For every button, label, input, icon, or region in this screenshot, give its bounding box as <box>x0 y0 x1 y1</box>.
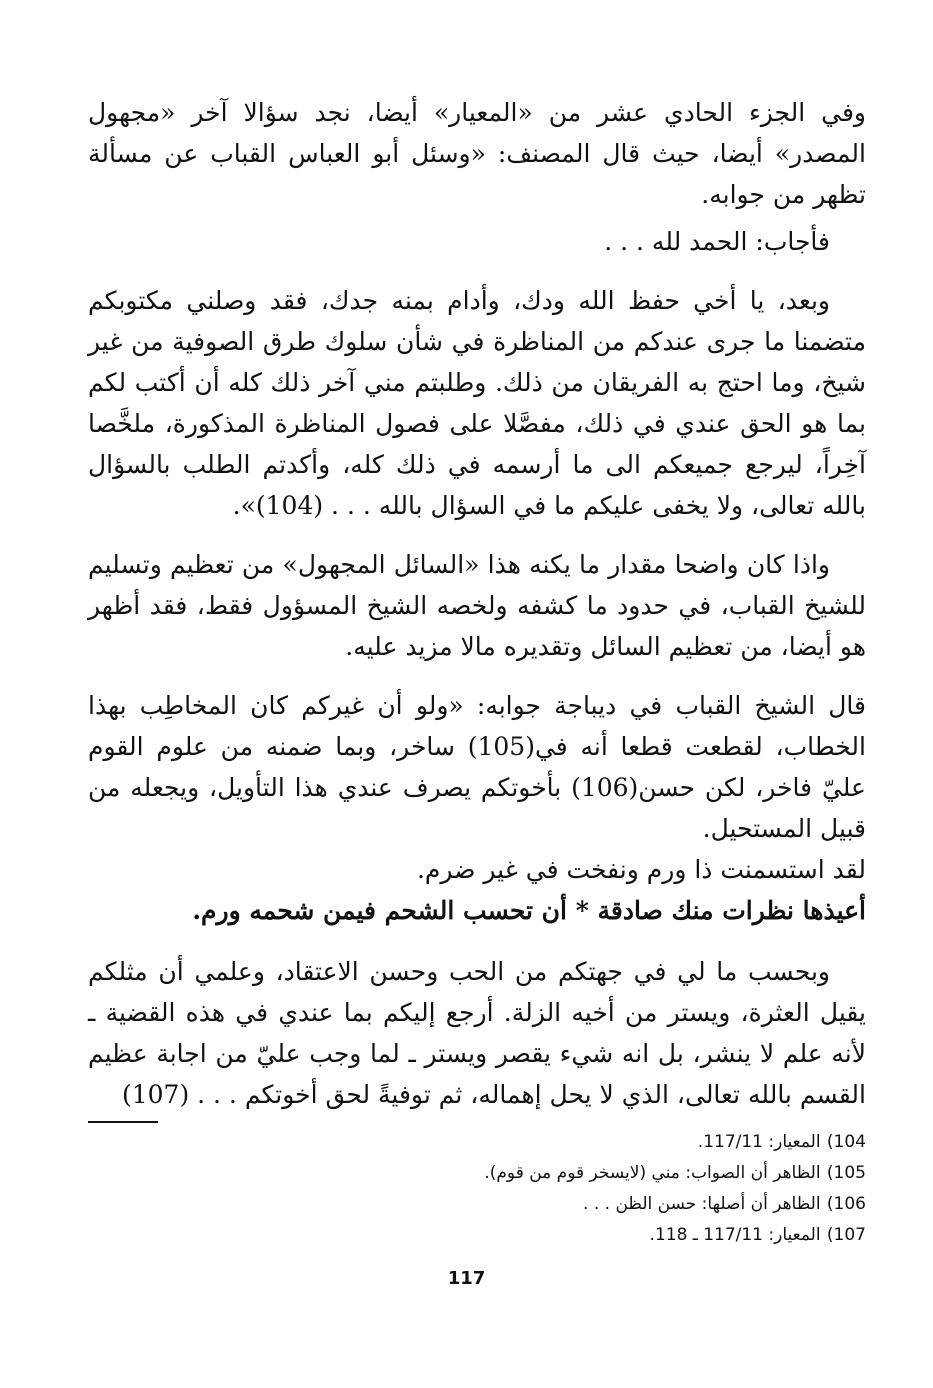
paragraph-qabbab-preface: قال الشيخ القباب في ديباجة جوابه: «ولو أن غيركم كان المخاطِب بهذا الخطاب، لقطعت قطعا أنه في(105) ساخر، وبما ضمنه من علوم القوم عليّ فاخر، لكن حسن(106) بأخوتكم يصرف عندي هذا التأويل، ويجعله من قبيل المستحيل. <box>88 691 866 843</box>
paragraph-commentary: واذا كان واضحا مقدار ما يكنه هذا «السائل المجهول» من تعظيم وتسليم للشيخ القباب، في حدود ما كشفه ولخصه الشيخ المسؤول فقط، فقد أظهر هو أيضا، من تعظيم السائل وتقديره مالا مزيد عليه. <box>88 550 866 661</box>
footnote-text: الظاهر أن أصلها: حسن الظن . . . <box>583 1194 821 1214</box>
footnote-text: المعيار: 117/11 ـ 118. <box>649 1225 821 1245</box>
poetry-verse: أعيذها نظرات منك صادقة * أن تحسب الشحم فيمن شحمه ورم. <box>192 896 866 925</box>
footnote-divider <box>88 1121 158 1123</box>
page-number: 117 <box>447 1268 486 1289</box>
paragraph-letter: وبعد، يا أخي حفظ الله ودك، وأدام بمنه جدك، فقد وصلني مكتوبكم متضمنا ما جرى عندكم من المناظرة في شأن سلوك طرق الصوفية من غير شيخ، وما احتج به الفريقان من ذلك. وطلبتم مني آخر ذلك كله أن أكتب لكم بما هو الحق عندي في ذلك، مفصَّلا على فصول المناظرة المذكورة، ملخَّصا آخِراً، ليرجع جميعكم الى ما أرسمه في ذلك كله، وأكدتم الطلب بالسؤال بالله تعالى، ولا يخفى عليكم ما في السؤال بالله . . . (104)». <box>88 286 866 520</box>
footnote-107 <box>88 1220 866 1251</box>
footnote-104 <box>88 1127 866 1158</box>
footnote-106 <box>88 1189 866 1220</box>
page-body <box>88 92 866 1251</box>
paragraph-proverb: لقد استسمنت ذا ورم ونفخت في غير ضرم. <box>416 855 866 884</box>
footnote-text: المعيار: 117/11. <box>697 1132 821 1152</box>
footnote-number: 107) <box>826 1225 866 1245</box>
paragraph-closing: وبحسب ما لي في جهتكم من الحب وحسن الاعتقاد، وعلمي أن مثلكم يقيل العثرة، ويستر من أخيه الزلة. أرجع إليكم بما عندي في هذه القضية ـ لأنه علم لا ينشر، بل انه شيء يقصر ويستر ـ لما وجب عليّ من اجابة عظيم القسم بالله تعالى، الذي لا يحل إهماله، ثم توفيةً لحق أخوتكم . . . (107) <box>88 957 866 1109</box>
footnote-number: 104) <box>826 1132 866 1152</box>
footnote-number: 106) <box>826 1194 866 1214</box>
footnote-text: الظاهر أن الصواب: مني (لايسخر قوم من قوم). <box>484 1163 821 1183</box>
paragraph-intro: وفي الجزء الحادي عشر من «المعيار» أيضا، نجد سؤالا آخر «مجهول المصدر» أيضا، حيث قال المصنف: «وسئل أبو العباس القباب عن مسألة تظهر من جوابه. <box>88 98 866 209</box>
footnote-number: 105) <box>826 1163 866 1183</box>
footnote-105 <box>88 1158 866 1189</box>
footnotes <box>88 1127 866 1251</box>
paragraph-answer-opening: فأجاب: الحمد لله . . . <box>604 227 830 256</box>
